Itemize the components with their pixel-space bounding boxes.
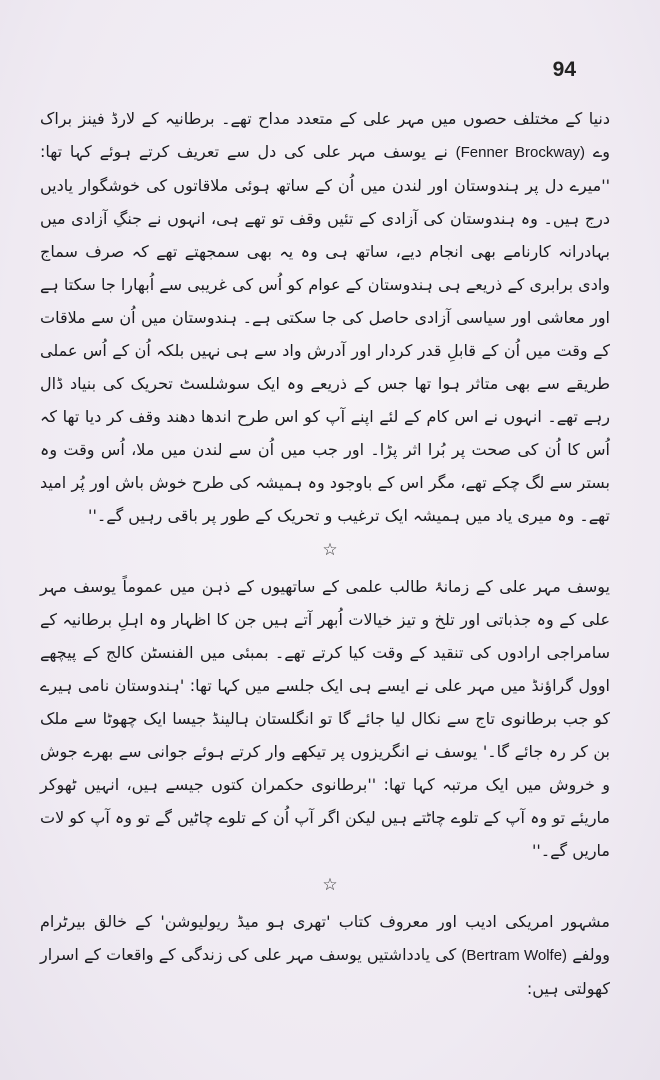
wolfe-paragraph <box>40 905 610 1005</box>
student-days-paragraph: یوسف مہر علی کے زمانۂ طالب علمی کے ساتھیوں کے ذہن میں عموماً یوسف مہر علی کے وہ جذباتی اور تلخ و تیز خیالات اُبھر آتے ہیں جن کا اظہار وہ اہلِ برطانیہ کے سامراجی ارادوں کی تنقید کے وقت کیا کرتے تھے۔ بمبئی میں الفنسٹن کالج کے پیچھے اوول گراؤنڈ میں مہر علی نے ایسے ہی ایک جلسے میں کہا تھا: 'ہندوستان نامی ہیرے کو جب برطانوی تاج سے نکال لیا جائے گا تو انگلستان ہالینڈ جیسا ایک چھوٹا سے ملک بن کر رہ جائے گا۔' یوسف نے انگریزوں پر تیکھے وار کرتے ہوئے جوانی سے بھرے جوش و خروش میں ایک مرتبہ کہا تھا: ''برطانوی حکمران کتوں جیسے ہیں، انہیں ٹھوکر ماریئے تو وہ آپ کے تلوے چاٹتے ہیں لیکن اگر آپ اُن کے تلوے چاٹیں گے تو وہ آپ کو لات ماریں گے۔'' <box>40 577 610 860</box>
star-divider: ☆ <box>322 540 338 560</box>
section-bertram-wolfe <box>40 905 610 1005</box>
brockway-quote: ''میرے دل پر ہندوستان اور لندن میں اُن کے ساتھ ہوئی ملاقاتوں کی خوشگوار یادیں درج ہیں۔ وہ ہندوستان کی آزادی کے تئیں وقف تو تھے ہی، انہوں نے جنگِ آزادی میں بہادرانہ کارنامے بھی انجام دیے، ساتھ ہی وہ یہ بھی سمجھتے تھے کہ صرف سماج وادی برابری کے ذریعے ہی ہندوستان کے عوام کو اُس کی غریبی سے اُبھارا جا سکتا ہے اور معاشی اور سیاسی آزادی حاصل کی جا سکتی ہے۔ ہندوستان میں اُن سے ملاقات کے وقت میں اُن کے قابلِ قدر کردار اور آدرش واد سے ہی نہیں بلکہ اُن کے اُس عملی طریقے سے بھی متاثر ہوا تھا جس کے ذریعے وہ ایک سوشلسٹ تحریک کی بنیاد ڈال رہے تھے۔ انہوں نے اس کام کے لئے اپنے آپ کو اس طرح اندھا دھند وقف کر دیا تھا کہ اُس کا اُن کی صحت پر بُرا اثر پڑا۔ اور جب میں اُن سے لندن میں ملا، اُس وقت وہ بستر سے لگ چکے تھے، مگر اس کے باوجود وہ ہمیشہ کی طرح خوش باش اور پُر امید تھے۔ وہ میری یاد میں ہمیشہ ایک ترغیب و تحریک کے طور پر باقی رہیں گے۔'' <box>40 176 610 525</box>
wolfe-intro-text-continued: کی یادداشتیں یوسف مہر علی کی زندگی کے واقعات کے اسرار کھولتی ہیں: <box>40 945 610 998</box>
wolfe-intro-text: مشہور امریکی ادیب اور معروف کتاب 'تھری ہو میڈ ریولیوشن' کے خالق بیرٹرام وولفے <box>40 912 611 964</box>
page-number: 94 <box>552 58 576 81</box>
star-divider: ☆ <box>322 875 338 895</box>
section-student-days <box>40 570 610 867</box>
intro-text-continued: نے یوسف مہر علی کی دل سے تعریف کرتے ہوئے کہا تھا: <box>40 142 448 161</box>
english-name-bertram-wolfe: (Bertram Wolfe) <box>461 947 568 964</box>
english-name-fenner-brockway: (Fenner Brockway) <box>455 144 586 161</box>
intro-paragraph <box>40 102 610 532</box>
intro-text: دنیا کے مختلف حصوں میں مہر علی کے متعدد مداح تھے۔ برطانیہ کے لارڈ فینز براک وے <box>40 109 610 161</box>
section-brockway <box>40 102 610 532</box>
